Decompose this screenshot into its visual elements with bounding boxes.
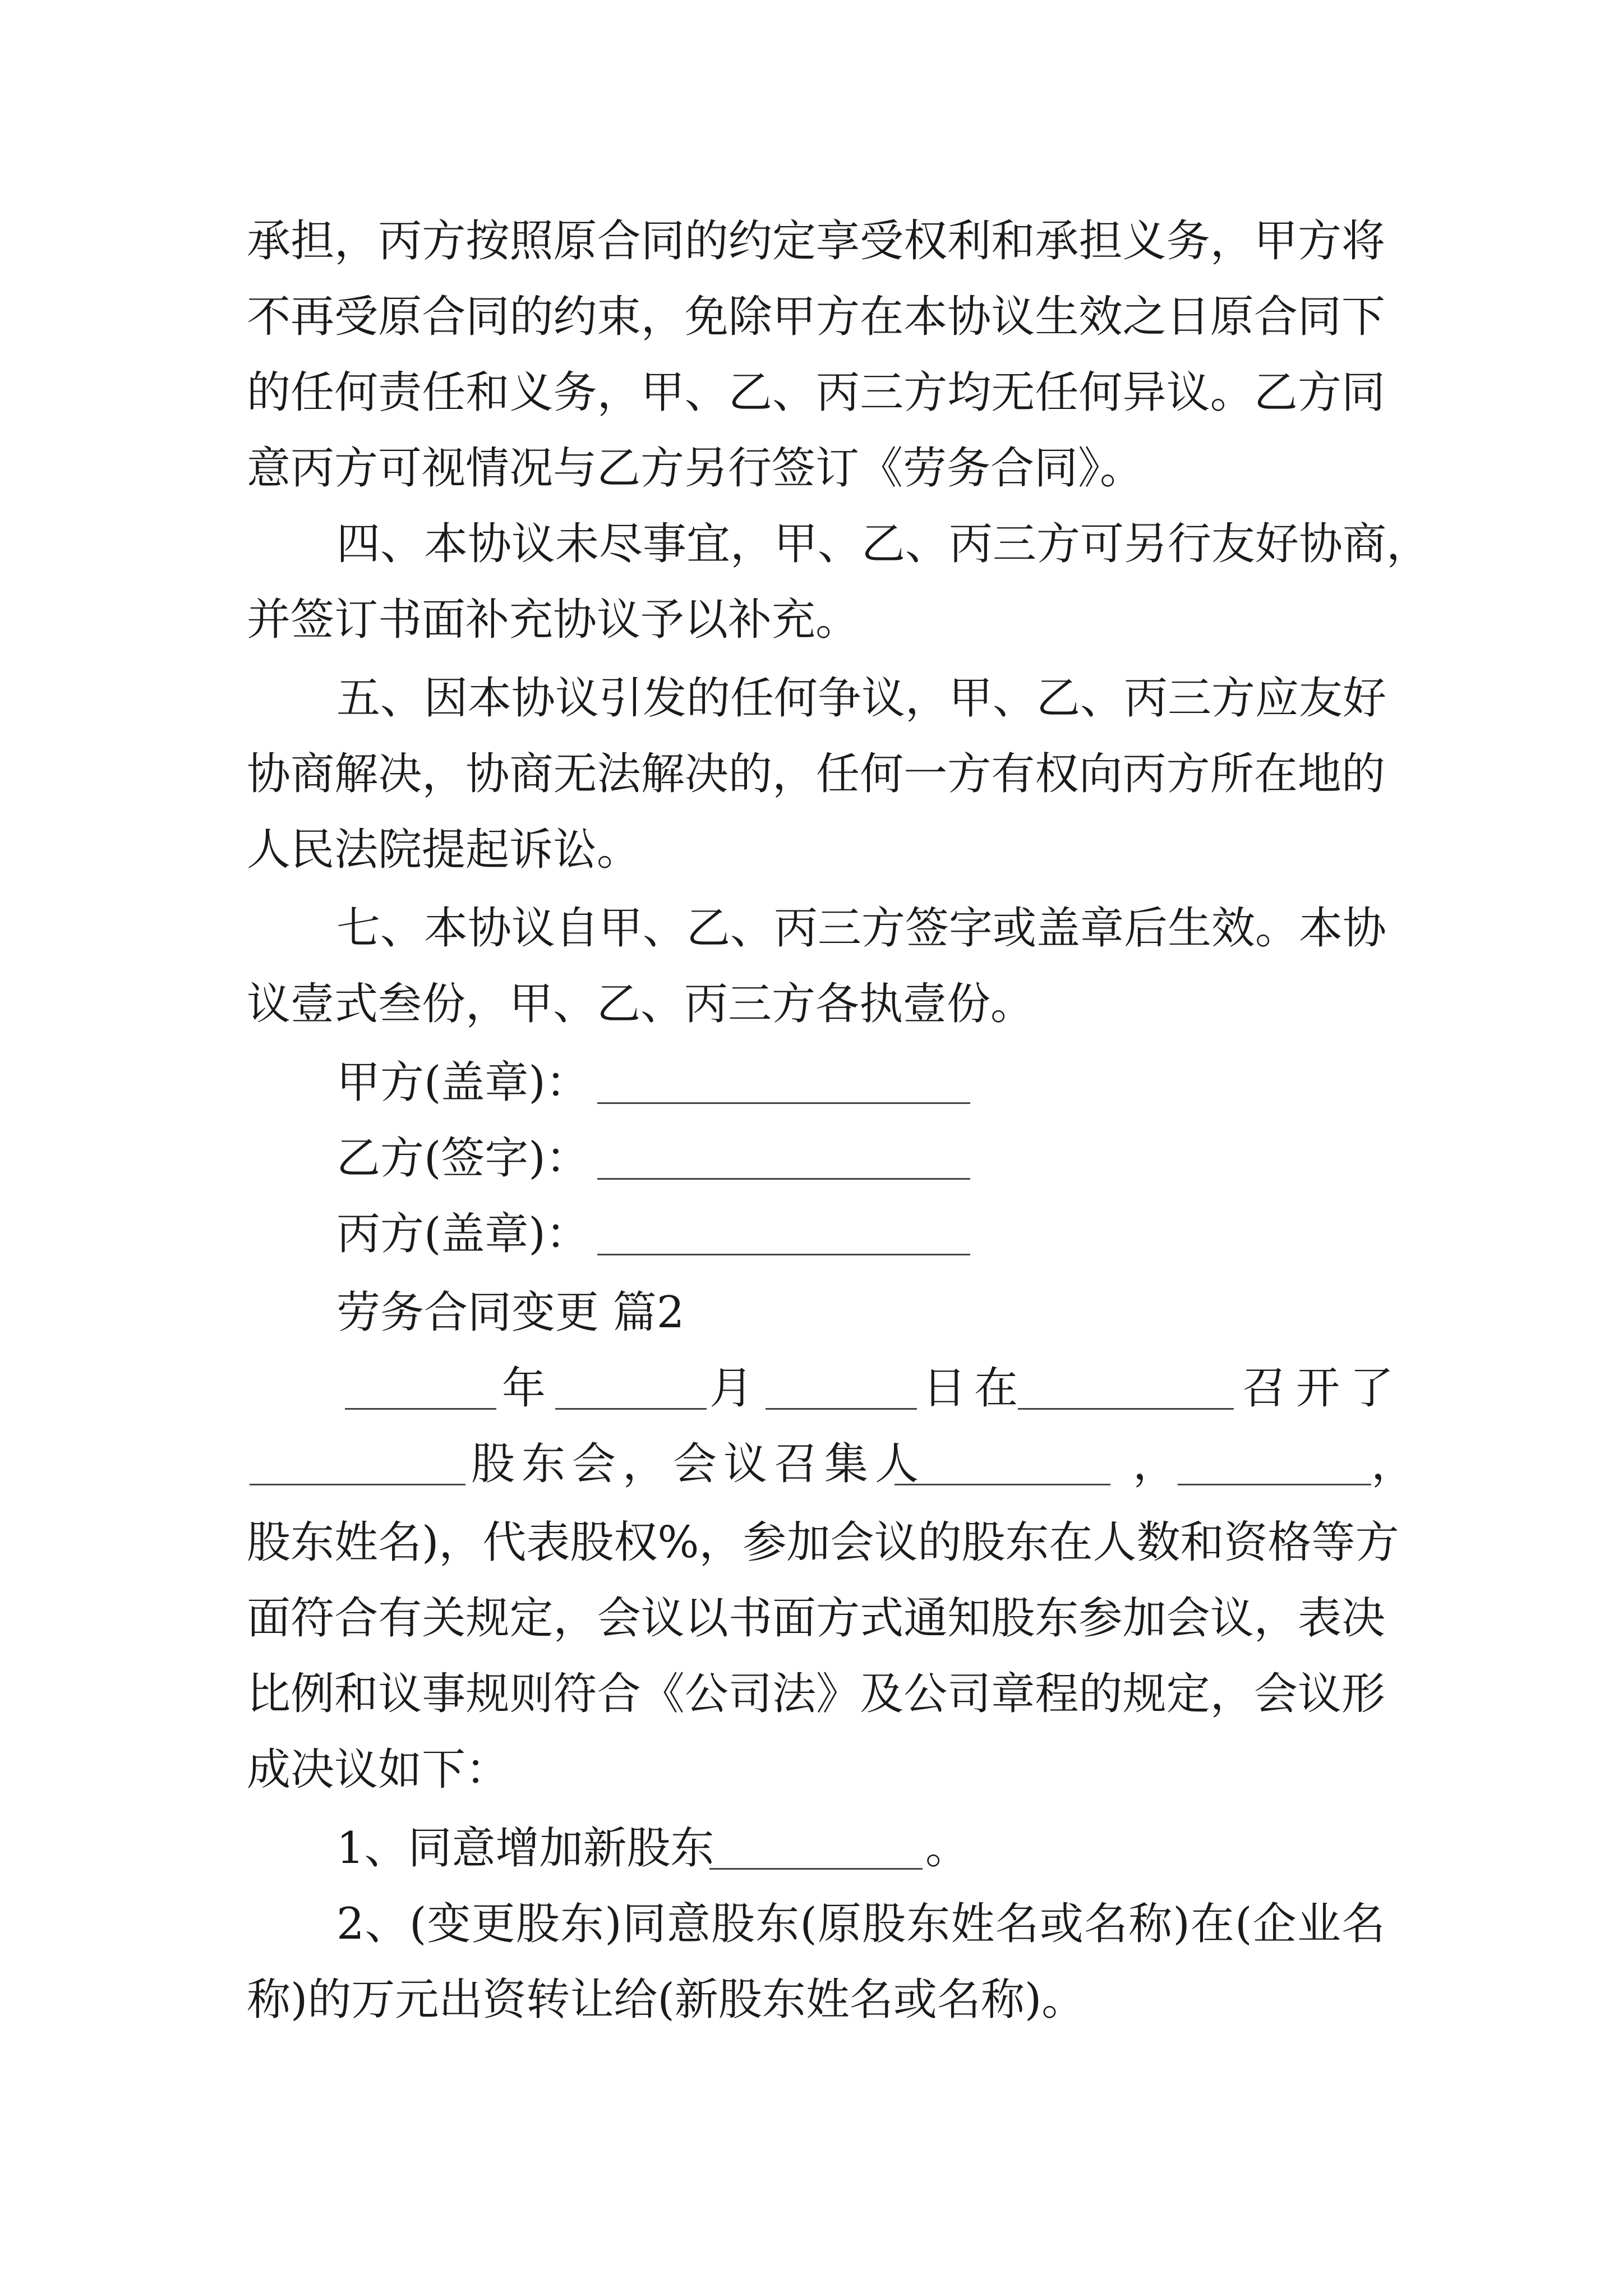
new-shareholder-blank bbox=[709, 1868, 923, 1870]
paragraph-line: 不再受原合同的约束，免除甲方在本协议生效之日原合同下 bbox=[247, 292, 1385, 342]
location-blank bbox=[1018, 1408, 1234, 1410]
clause-four-line: 并签订书面补充协议予以补充。 bbox=[247, 595, 860, 645]
paragraph-line: 承担，丙方按照原合同的约定享受权利和承担义务，甲方将 bbox=[247, 216, 1385, 266]
clause-five-line: 五、因本协议引发的任何争议，甲、乙、丙三方应友好 bbox=[336, 673, 1387, 724]
party-b-signature-blank bbox=[597, 1178, 970, 1180]
party-a-signature-label: 甲方(盖章)： bbox=[336, 1057, 589, 1108]
party-c-signature-label: 丙方(盖章)： bbox=[336, 1209, 589, 1259]
paragraph-line: 意丙方可视情况与乙方另行签订《劳务合同》。 bbox=[247, 443, 1144, 494]
comma: ， bbox=[1371, 1439, 1415, 1489]
meeting-line: 比例和议事规则符合《公司法》及公司章程的规定，会议形 bbox=[247, 1669, 1385, 1719]
meeting-type-blank bbox=[250, 1484, 465, 1485]
clause-seven-line: 七、本协议自甲、乙、丙三方签字或盖章后生效。本协 bbox=[336, 903, 1387, 954]
party-b-signature-label: 乙方(签字)： bbox=[336, 1133, 589, 1184]
resolution-two-line: 2、(变更股东)同意股东(原股东姓名或名称)在(企业名 bbox=[336, 1899, 1385, 1949]
paragraph-line: 的任何责任和义务，甲、乙、丙三方均无任何异议。乙方同 bbox=[247, 367, 1385, 418]
resolution-one-end: 。 bbox=[925, 1823, 970, 1874]
held-label: 召开了 bbox=[1242, 1363, 1404, 1414]
clause-five-line: 协商解决，协商无法解决的，任何一方有权向丙方所在地的 bbox=[247, 749, 1385, 799]
day-blank bbox=[766, 1408, 917, 1410]
party-c-signature-blank bbox=[597, 1254, 970, 1255]
meeting-line: 股东姓名)，代表股权%，参加会议的股东在人数和资格等方 bbox=[247, 1517, 1399, 1568]
resolution-one-label: 1、同意增加新股东 bbox=[336, 1823, 714, 1874]
clause-four-line: 四、本协议未尽事宜，甲、乙、丙三方可另行友好协商， bbox=[336, 519, 1431, 569]
day-at-label: 日在 bbox=[923, 1363, 1026, 1414]
clause-seven-line: 议壹式叁份，甲、乙、丙三方各执壹份。 bbox=[247, 979, 1035, 1029]
month-label: 月 bbox=[709, 1363, 754, 1414]
resolution-two-line: 称)的万元出资转让给(新股东姓名或名称)。 bbox=[247, 1975, 1086, 2025]
month-blank bbox=[555, 1408, 707, 1410]
meeting-line: 成决议如下： bbox=[247, 1745, 510, 1795]
comma: ， bbox=[1133, 1439, 1177, 1489]
year-blank bbox=[345, 1408, 496, 1410]
year-label: 年 bbox=[502, 1363, 546, 1414]
clause-five-line: 人民法院提起诉讼。 bbox=[247, 825, 641, 875]
convener-blank bbox=[895, 1484, 1110, 1485]
party-a-signature-blank bbox=[597, 1102, 970, 1104]
host-blank bbox=[1178, 1484, 1371, 1485]
shareholders-meeting-label: 股东会，会议召集人 bbox=[471, 1439, 926, 1489]
section-title: 劳务合同变更 篇2 bbox=[336, 1287, 685, 1338]
meeting-line: 面符合有关规定，会议以书面方式通知股东参加会议，表决 bbox=[247, 1593, 1385, 1644]
